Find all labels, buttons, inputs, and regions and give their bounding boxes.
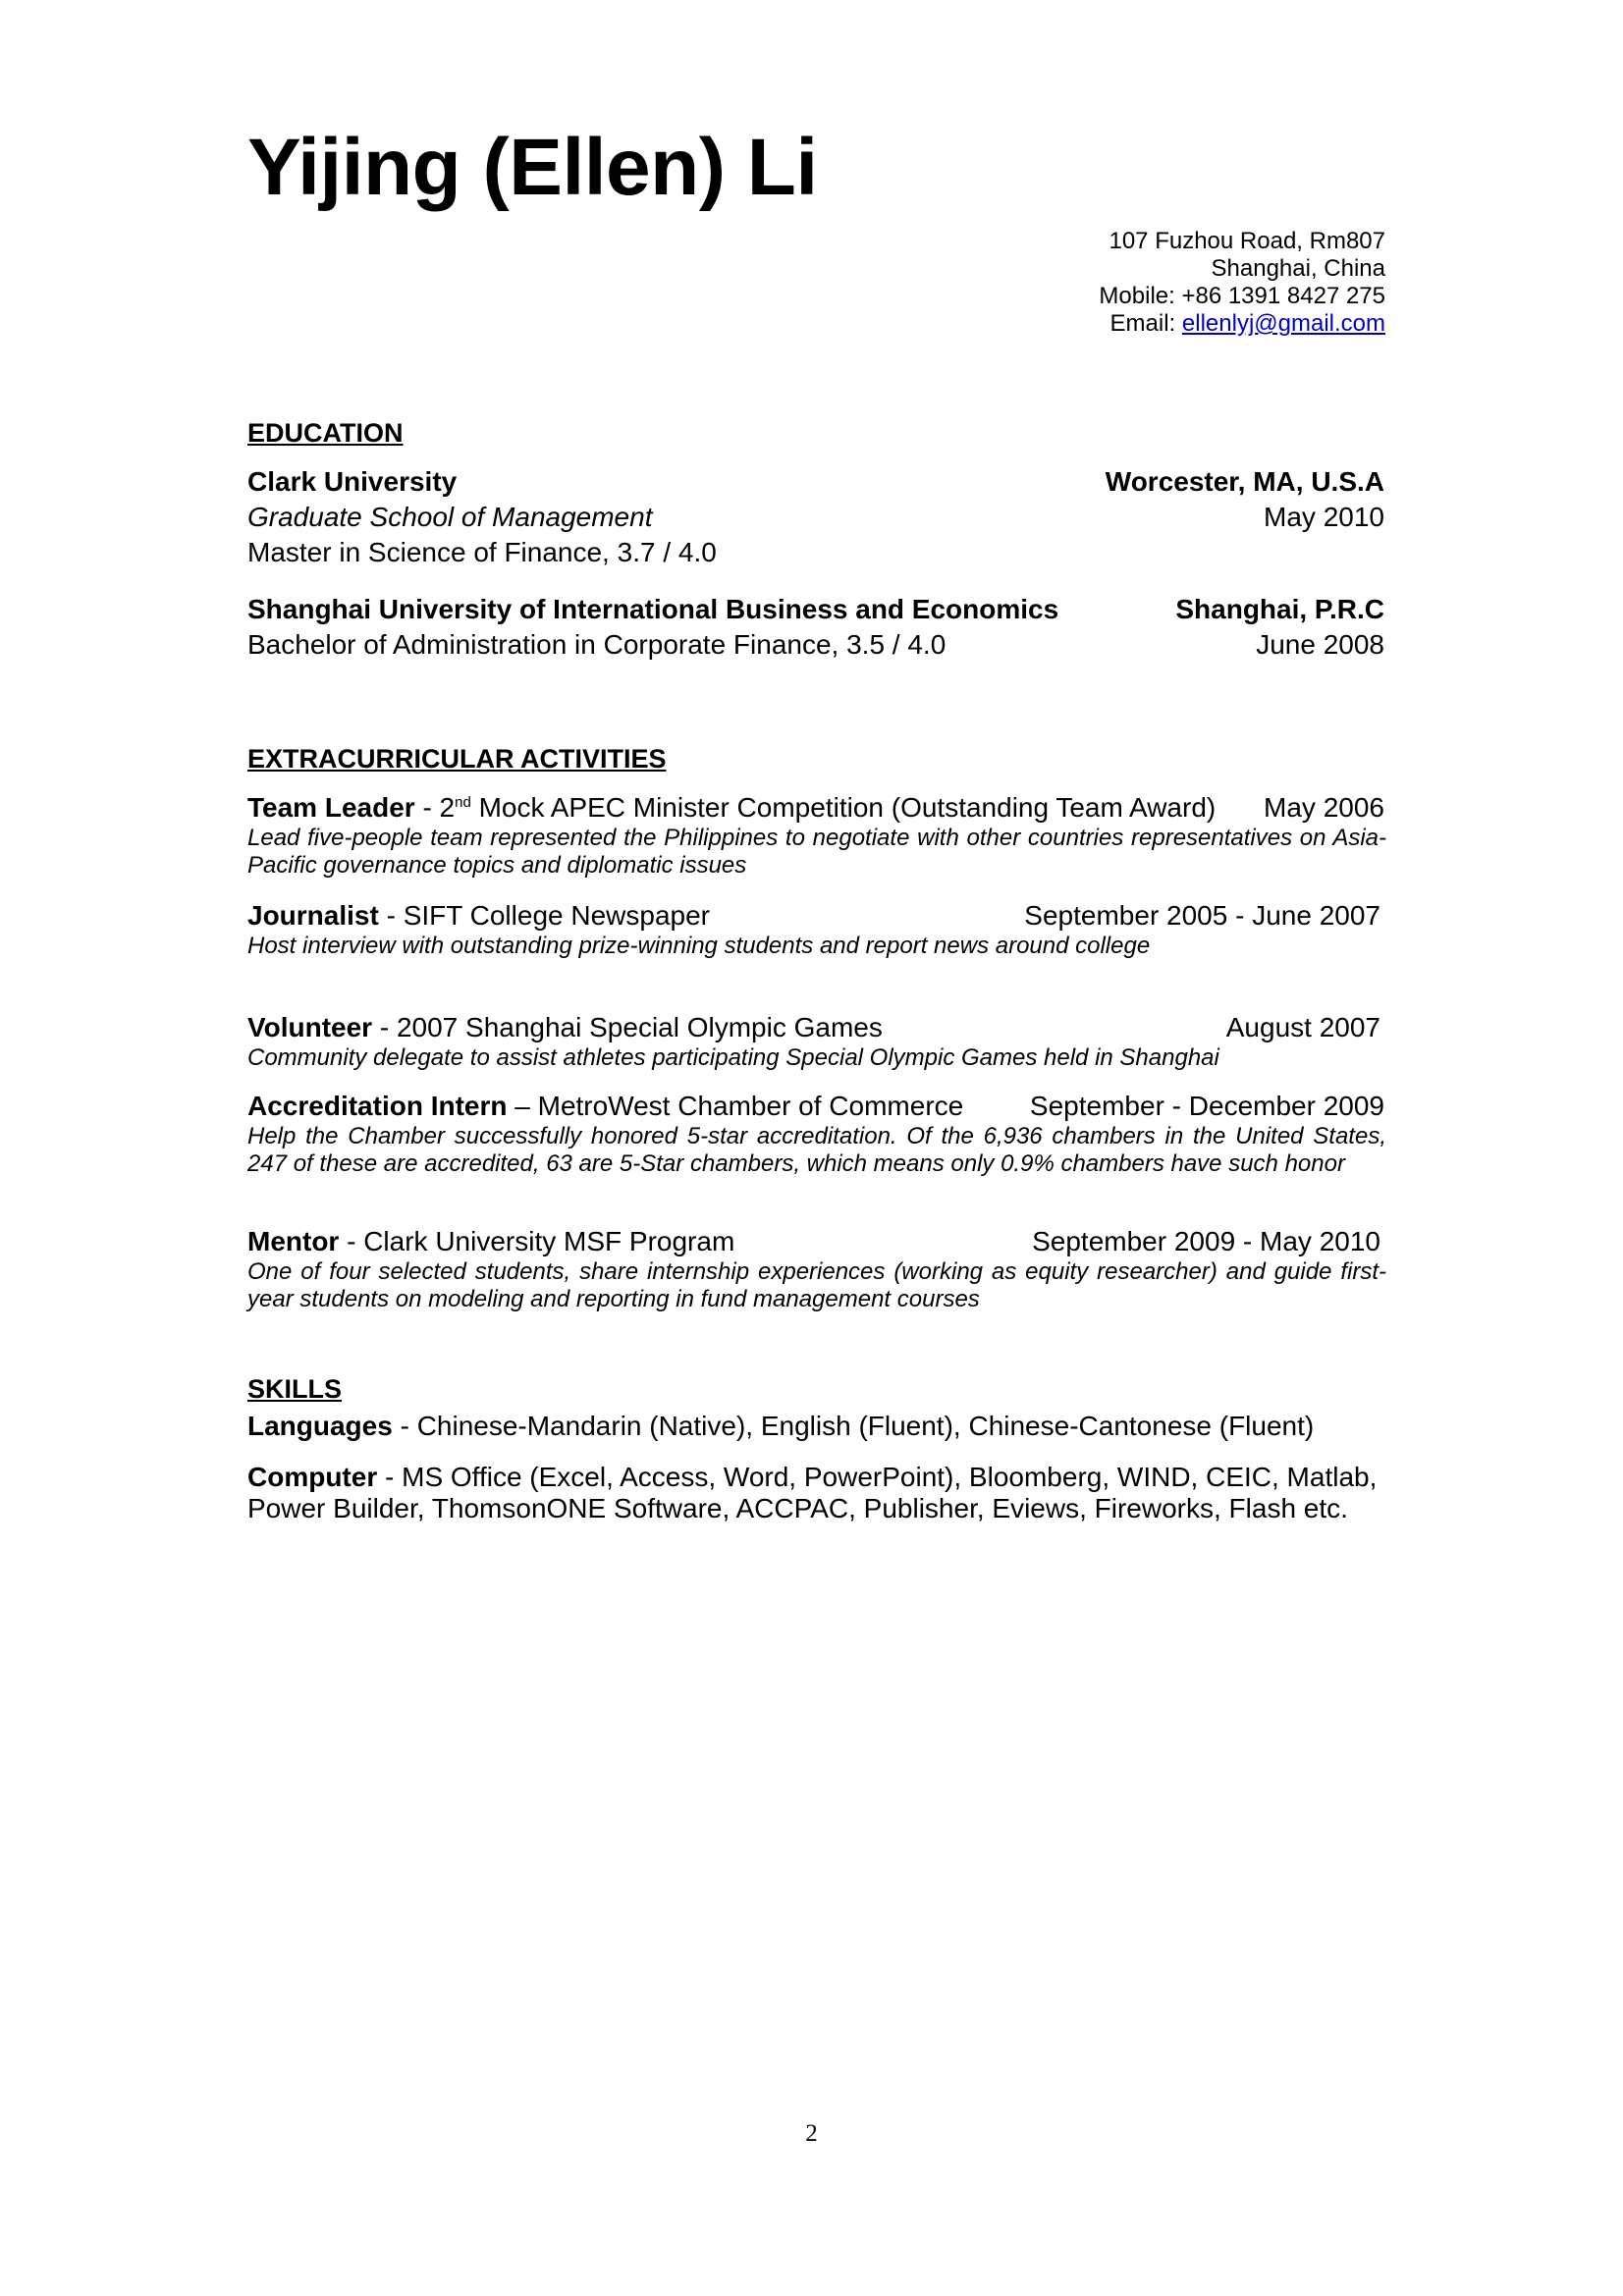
graduation-date: June 2008 (1256, 629, 1384, 660)
skills-languages (247, 1410, 1384, 1443)
activity-role: Team Leader (247, 792, 415, 823)
page-number: 2 (805, 2120, 818, 2147)
degree: Master in Science of Finance, 3.7 / 4.0 (247, 537, 717, 567)
address-line2: Shanghai, China (1211, 255, 1385, 282)
skill-text: Power Builder, ThomsonONE Software, ACCPAC, Publisher, Eviews, Fireworks, Flash etc. (247, 1493, 1348, 1523)
education-entry-clark (247, 465, 1384, 499)
activity-description: Host interview with outstanding prize-winning students and report news around college (247, 933, 1151, 959)
school-location: Shanghai, P.R.C (1175, 594, 1384, 624)
school-name: Clark University (247, 466, 458, 497)
address-line1: 107 Fuzhou Road, Rm807 (1109, 228, 1385, 254)
activity-date: September 2005 - June 2007 (1024, 900, 1380, 931)
activities-heading: EXTRACURRICULAR ACTIVITIES (247, 744, 667, 774)
subschool-name: Graduate School of Management (247, 502, 653, 532)
skills-heading: SKILLS (247, 1374, 343, 1404)
activity-role: Volunteer (247, 1012, 373, 1042)
degree-row (247, 628, 1384, 662)
skill-text: - Chinese-Mandarin (Native), English (Fluent), Chinese-Cantonese (Fluent) (392, 1411, 1315, 1441)
degree: Bachelor of Administration in Corporate Finance, 3.5 / 4.0 (247, 629, 947, 660)
education-entry-suibe (247, 593, 1384, 626)
email-line (1099, 310, 1385, 338)
activity-description: Help the Chamber successfully honored 5-star accreditation. Of the 6,936 chambers in the United States, 247 of these are accredited, 63 are 5-Star chambers, which means only 0.9% chambers have such honor (247, 1123, 1386, 1177)
activity-row (247, 791, 1384, 825)
school-location: Worcester, MA, U.S.A (1105, 466, 1384, 497)
activity-sep: - 2 (414, 792, 456, 823)
activity-date: September 2009 - May 2010 (1032, 1226, 1380, 1256)
school-name: Shanghai University of International Business and Economics (247, 594, 1059, 624)
activity-description: Community delegate to assist athletes participating Special Olympic Games held in Shanghai (247, 1044, 1219, 1071)
email-link[interactable]: ellenlyj@gmail.com (1181, 310, 1385, 337)
ordinal-suffix: nd (455, 794, 471, 811)
activity-role: Accreditation Intern (247, 1091, 508, 1121)
skills-computer-cont (247, 1492, 1384, 1525)
skill-label: Languages (247, 1411, 393, 1441)
activity-org: Mock APEC Minister Competition (Outstanding Team Award) (470, 792, 1217, 823)
activity-org: - 2007 Shanghai Special Olympic Games (372, 1012, 883, 1042)
activity-date: September - December 2009 (1029, 1091, 1384, 1121)
graduation-date: May 2010 (1264, 502, 1384, 532)
activity-description: Lead five-people team represented the Philippines to negotiate with other countries representatives on Asia-Pacific governance topics and diplomatic issues (247, 825, 1386, 879)
activity-row (247, 1011, 1384, 1044)
activity-org: - SIFT College Newspaper (378, 900, 710, 931)
activity-row (247, 1225, 1384, 1258)
activity-role: Journalist (247, 900, 379, 931)
activity-role: Mentor (247, 1226, 340, 1256)
skill-text: - MS Office (Excel, Access, Word, PowerPoint), Bloomberg, WIND, CEIC, Matlab, (377, 1462, 1378, 1492)
activity-org: – MetroWest Chamber of Commerce (507, 1091, 964, 1121)
mobile-number: Mobile: +86 1391 8427 275 (1099, 283, 1385, 309)
activity-row (247, 899, 1384, 933)
activity-row (247, 1090, 1384, 1123)
education-heading: EDUCATION (247, 418, 404, 448)
activity-date: August 2007 (1225, 1012, 1380, 1042)
contact-block (1099, 228, 1385, 338)
email-label: Email: (1109, 310, 1182, 337)
activity-description: One of four selected students, share internship experiences (working as equity researcher) and guide first-year students on modeling and reporting in fund management courses (247, 1258, 1386, 1312)
resume-name: Yijing (Ellen) Li (247, 123, 818, 212)
skills-computer (247, 1461, 1384, 1494)
degree-row (247, 536, 1384, 569)
activity-org: - Clark University MSF Program (339, 1226, 735, 1256)
activity-date: May 2006 (1264, 792, 1384, 823)
skill-label: Computer (247, 1462, 378, 1492)
education-subschool-row (247, 501, 1384, 534)
